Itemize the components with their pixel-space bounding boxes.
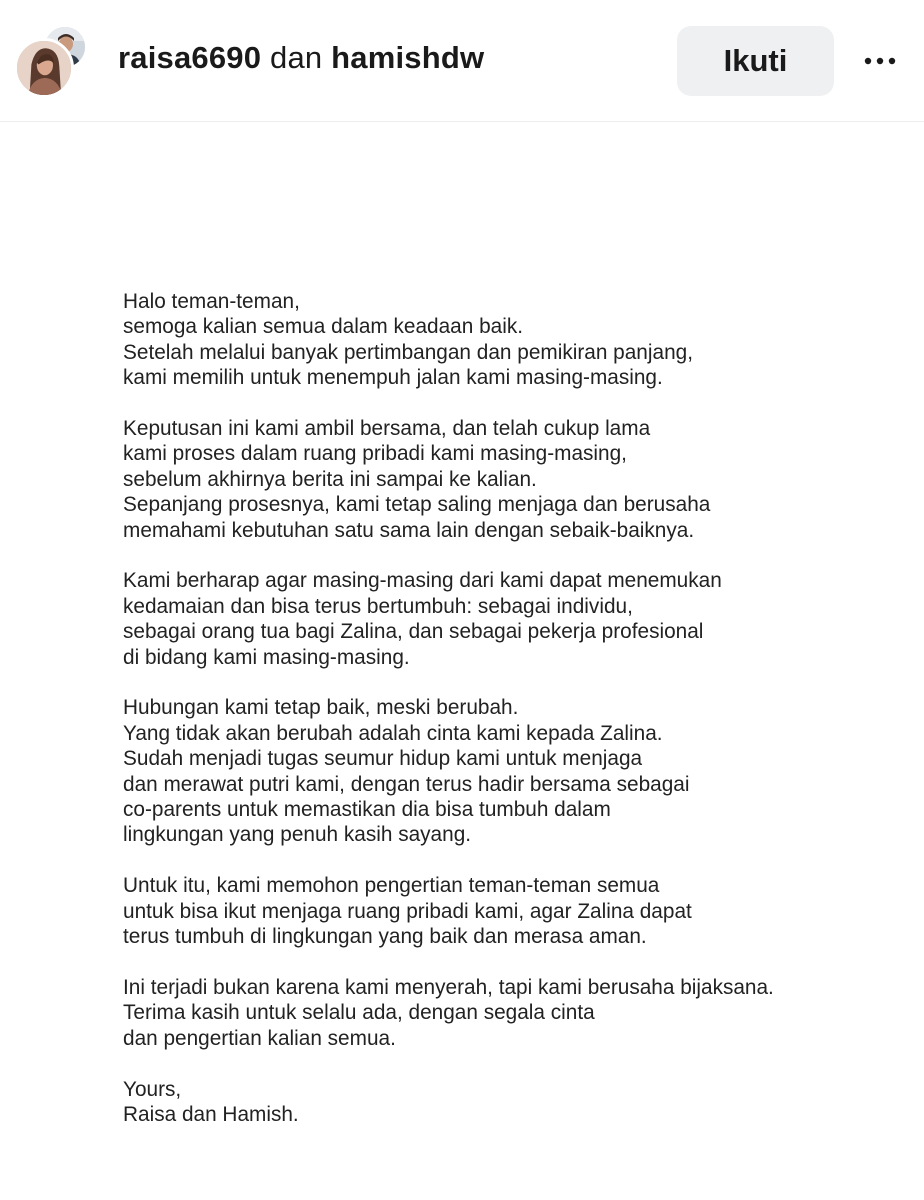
letter-signature	[123, 1077, 903, 1128]
letter-line: sebelum akhirnya berita ini sampai ke kalian.	[123, 467, 537, 491]
letter-line: co-parents untuk memastikan dia bisa tumbuh dalam	[123, 798, 611, 822]
letter-line: kedamaian dan bisa terus bertumbuh: sebagai individu,	[123, 594, 633, 618]
letter-paragraph-decision	[123, 416, 903, 543]
letter-line: Yang tidak akan berubah adalah cinta kami kepada Zalina.	[123, 721, 663, 745]
collab-avatars[interactable]	[14, 24, 90, 98]
letter-line: sebagai orang tua bagi Zalina, dan sebagai pekerja profesional	[123, 620, 704, 644]
letter-line: Halo teman-teman,	[123, 290, 300, 313]
letter-line: dan pengertian kalian semua.	[123, 1026, 396, 1050]
letter-line: di bidang kami masing-masing.	[123, 645, 410, 669]
letter-line: Sudah menjadi tugas seumur hidup kami untuk menjaga	[123, 747, 643, 771]
letter-line: untuk bisa ikut menjaga ruang pribadi kami, agar Zalina dapat	[123, 899, 692, 923]
statement-letter	[123, 289, 903, 1153]
letter-line: Kami berharap agar masing-masing dari kami dapat menemukan	[123, 569, 722, 593]
letter-closing: Yours,	[123, 1077, 182, 1101]
letter-line: kami memilih untuk menempuh jalan kami masing-masing.	[123, 366, 663, 390]
letter-paragraph-thanks	[123, 975, 903, 1051]
letter-line: dan merawat putri kami, dengan terus hadir bersama sebagai	[123, 772, 690, 796]
username-raisa6690[interactable]: raisa6690	[118, 40, 262, 75]
more-horizontal-icon	[858, 44, 898, 78]
letter-paragraph-greeting	[123, 289, 903, 391]
letter-paragraph-hope	[123, 568, 903, 670]
letter-line: kami proses dalam ruang pribadi kami masing-masing,	[123, 442, 627, 466]
more-options-button[interactable]	[858, 44, 912, 78]
username-conjunction: dan	[270, 40, 323, 75]
post-header	[0, 0, 924, 122]
letter-line: lingkungan yang penuh kasih sayang.	[123, 823, 472, 847]
avatar-raisa6690[interactable]	[14, 38, 74, 98]
follow-button[interactable]: Ikuti	[677, 26, 834, 96]
letter-paragraph-relationship	[123, 695, 903, 847]
letter-line: memahami kebutuhan satu sama lain dengan sebaik-baiknya.	[123, 518, 695, 542]
letter-line: Setelah melalui banyak pertimbangan dan pemikiran panjang,	[123, 340, 693, 364]
avatar-woman-image	[17, 41, 71, 95]
letter-line: Sepanjang prosesnya, kami tetap saling menjaga dan berusaha	[123, 493, 711, 517]
letter-line: Hubungan kami tetap baik, meski berubah.	[123, 696, 519, 720]
letter-line: Keputusan ini kami ambil bersama, dan telah cukup lama	[123, 417, 651, 441]
letter-line: Ini terjadi bukan karena kami menyerah, tapi kami berusaha bijaksana.	[123, 975, 774, 999]
letter-line: terus tumbuh di lingkungan yang baik dan merasa aman.	[123, 925, 647, 949]
collab-usernames	[118, 40, 484, 76]
letter-line: Untuk itu, kami memohon pengertian teman-teman semua	[123, 874, 660, 898]
letter-line: Terima kasih untuk selalu ada, dengan segala cinta	[123, 1001, 595, 1025]
username-hamishdw[interactable]: hamishdw	[331, 40, 485, 75]
letter-signatories: Raisa dan Hamish.	[123, 1102, 299, 1126]
letter-line: semoga kalian semua dalam keadaan baik.	[123, 315, 524, 339]
letter-paragraph-privacy	[123, 873, 903, 949]
